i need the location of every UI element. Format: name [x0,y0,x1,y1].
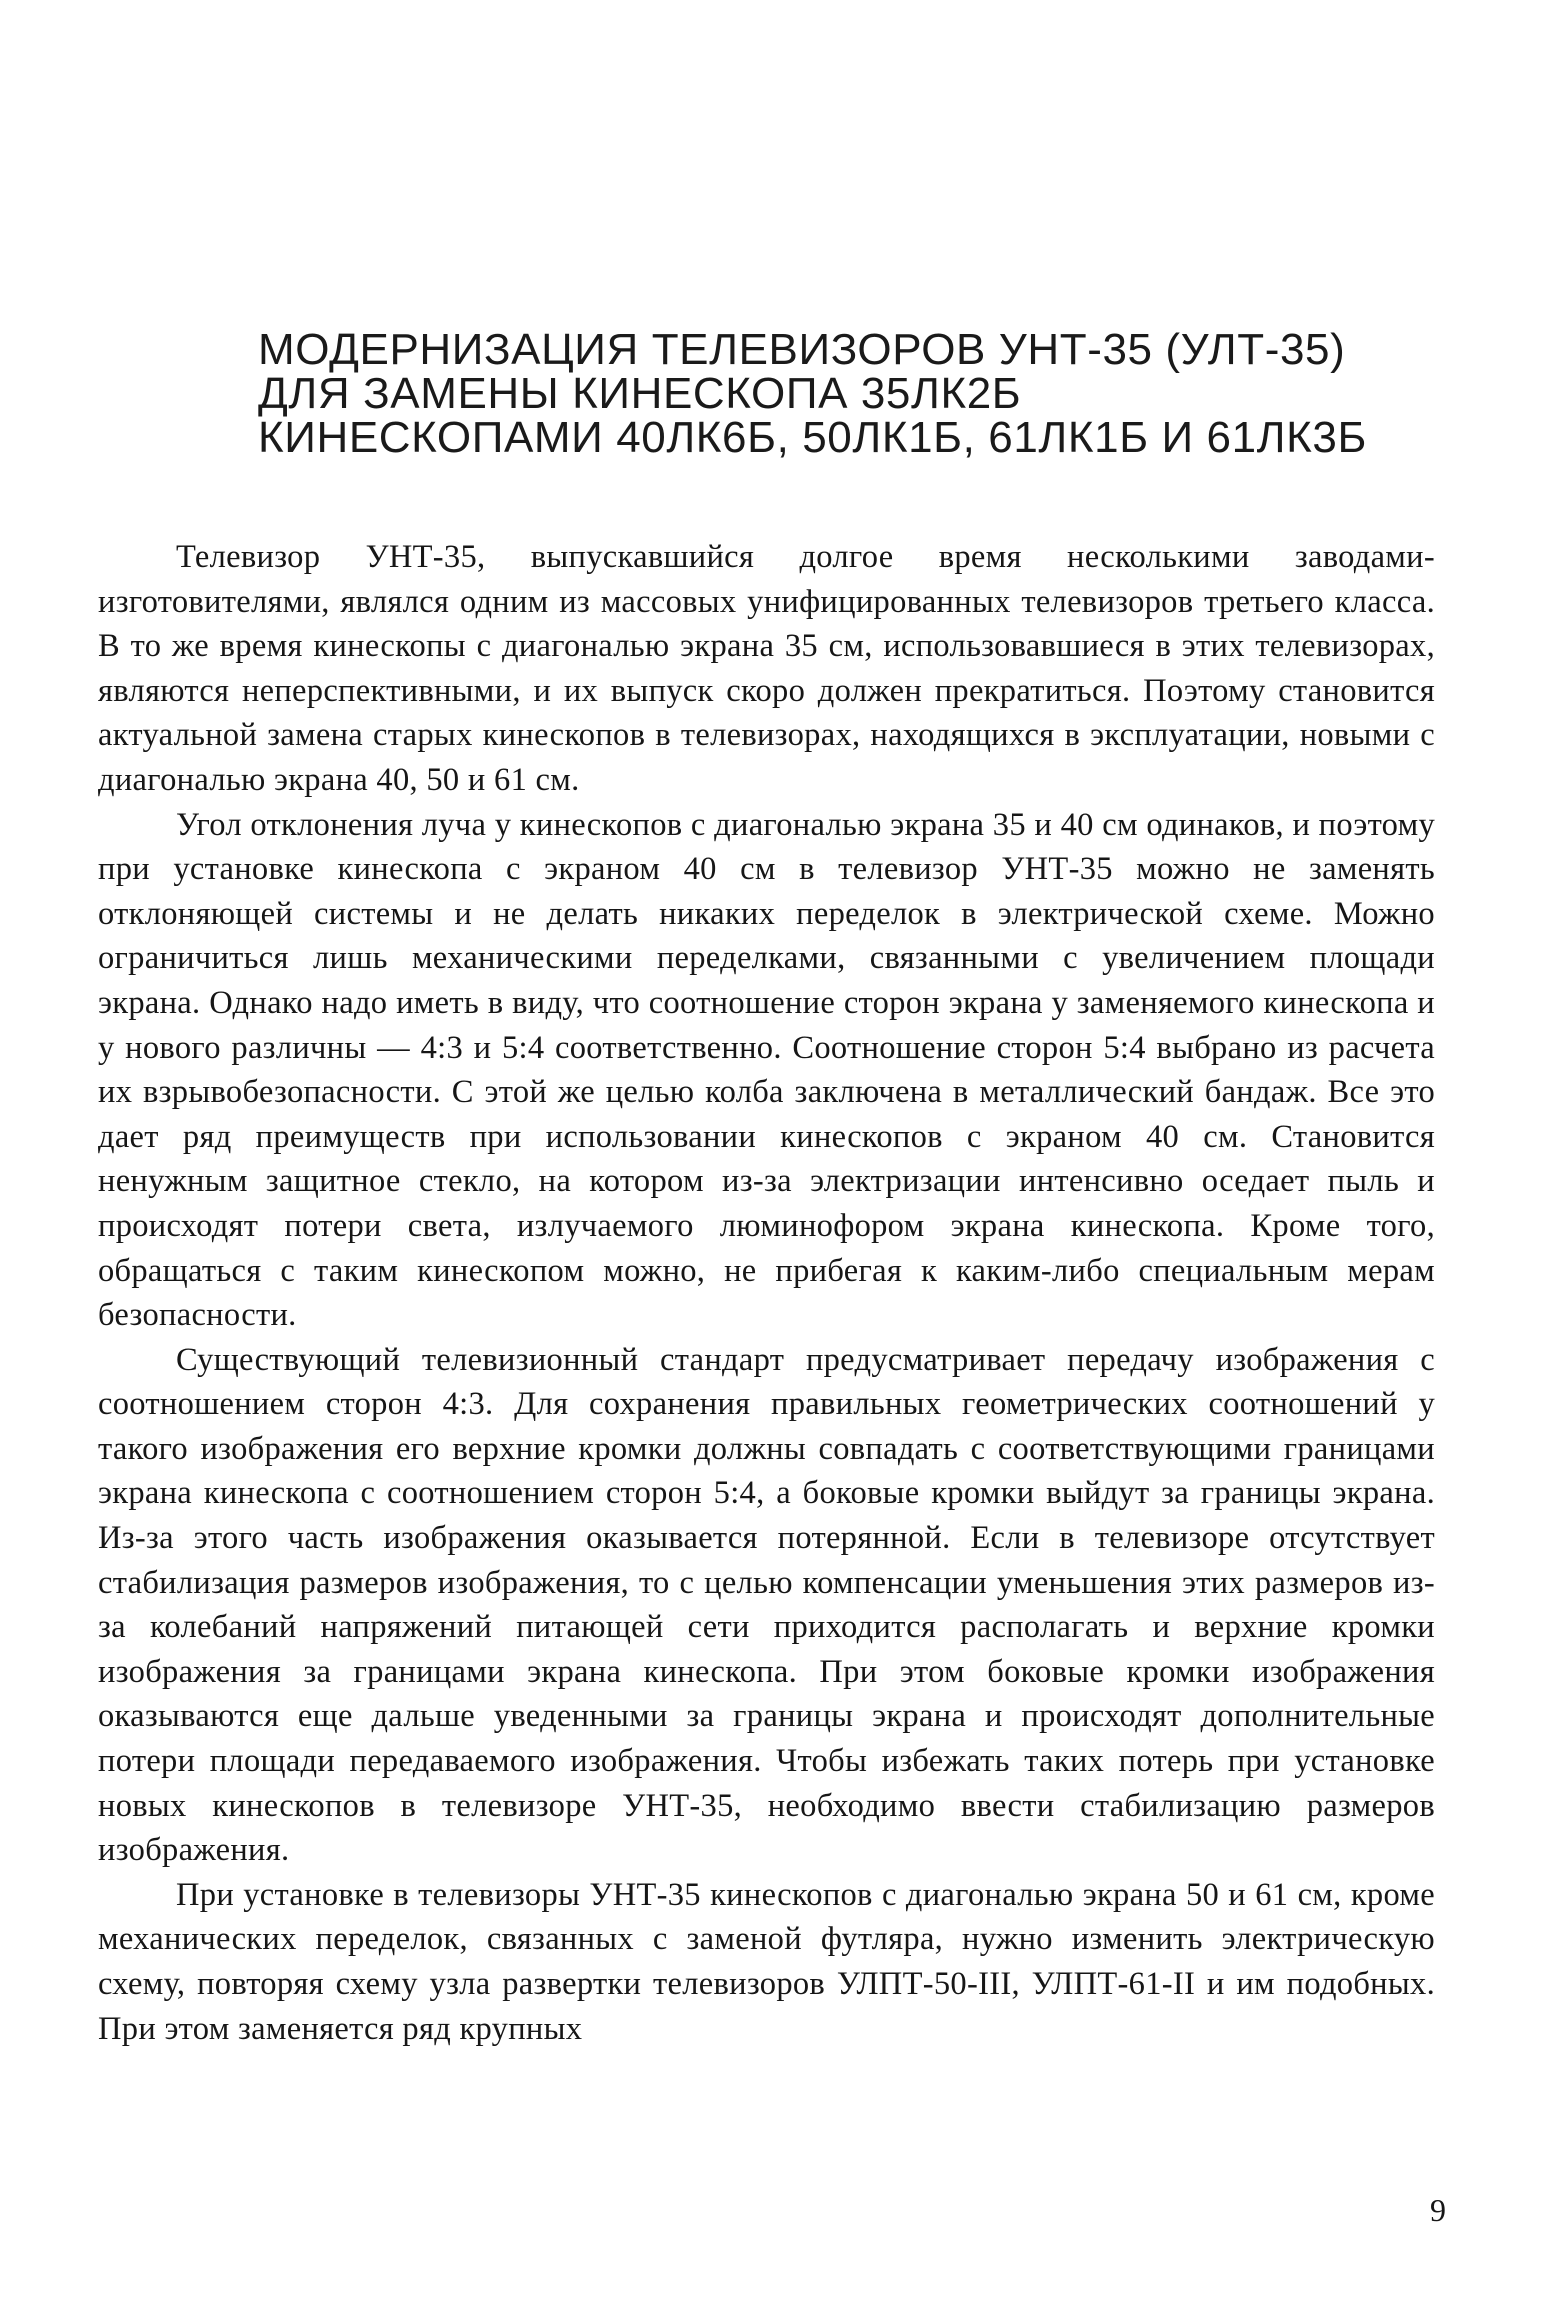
paragraph-2: Угол отклонения луча у кинескопов с диагональю экрана 35 и 40 см одинаков, и поэтому при установке кинескопа с экраном 40 см в телевизор УНТ-35 можно не заменять отклоняющей системы и не делать никаких переделок в электрической схеме. Можно ограничиться лишь механическими переделками, связанными с увеличением площади экрана. Однако надо иметь в виду, что соотношение сторон экрана у заменяемого кинескопа и у нового различны — 4:3 и 5:4 соответственно. Соотношение сторон 5:4 выбрано из расчета их взрывобезопасности. С этой же целью колба заключена в металлический бандаж. Все это дает ряд преимуществ при использовании кинескопов с экраном 40 см. Становится ненужным защитное стекло, на котором из-за электризации интенсивно оседает пыль и происходят потери света, излучаемого люминофором экрана кинескопа. Кроме того, обращаться с таким кинескопом можно, не прибегая к каким-либо специальным мерам безопасности. [98,806,1435,1334]
paragraph-3: Существующий телевизионный стандарт предусматривает передачу изображения с соотношением сторон 4:3. Для сохранения правильных геометрических соотношений у такого изображения его верхние кромки должны совпадать с соответствующими границами экрана кинескопа с соотношением сторон 5:4, а боковые кромки выйдут за границы экрана. Из-за этого часть изображения оказывается потерянной. Если в телевизоре отсутствует стабилизация размеров изображения, то с целью компенсации уменьшения этих размеров из-за колебаний напряжений питающей сети приходится располагать и верхние кромки изображения за границами экрана кинескопа. При этом боковые кромки изображения оказываются еще дальше уведенными за границы экрана и происходят дополнительные потери площади передаваемого изображения. Чтобы избежать таких потерь при установке новых кинескопов в телевизоре УНТ-35, необходимо ввести стабилизацию размеров изображения. [98,1341,1435,1869]
heading-line-1: МОДЕРНИЗАЦИЯ ТЕЛЕВИЗОРОВ УНТ-35 (УЛТ-35) [258,325,1346,374]
heading-line-2: ДЛЯ ЗАМЕНЫ КИНЕСКОПА 35ЛК2Б [258,369,1022,418]
chapter-heading [258,325,1478,462]
page-number: 9 [1430,2192,1446,2228]
paragraph-1: Телевизор УНТ-35, выпускавшийся долгое время несколькими заводами-изготовителями, являлся одним из массовых унифицированных телевизоров третьего класса. В то же время кинескопы с диагональю экрана 35 см, использовавшиеся в этих телевизорах, являются неперспективными, и их выпуск скоро должен прекратиться. Поэтому становится актуальной замена старых кинескопов в телевизорах, находящихся в эксплуатации, новыми с диагональю экрана 40, 50 и 61 см. [98,539,1435,798]
paragraph-4: При установке в телевизоры УНТ-35 кинескопов с диагональю экрана 50 и 61 см, кроме механических переделок, связанных с заменой футляра, нужно изменить электрическую схему, повторяя схему узла развертки телевизоров УЛПТ-50-III, УЛПТ-61-II и им подобных. При этом заменяется ряд крупных [98,1876,1435,2047]
heading-line-3: КИНЕСКОПАМИ 40ЛК6Б, 50ЛК1Б, 61ЛК1Б И 61ЛК3Б [258,413,1367,462]
body-text [98,535,1435,2051]
